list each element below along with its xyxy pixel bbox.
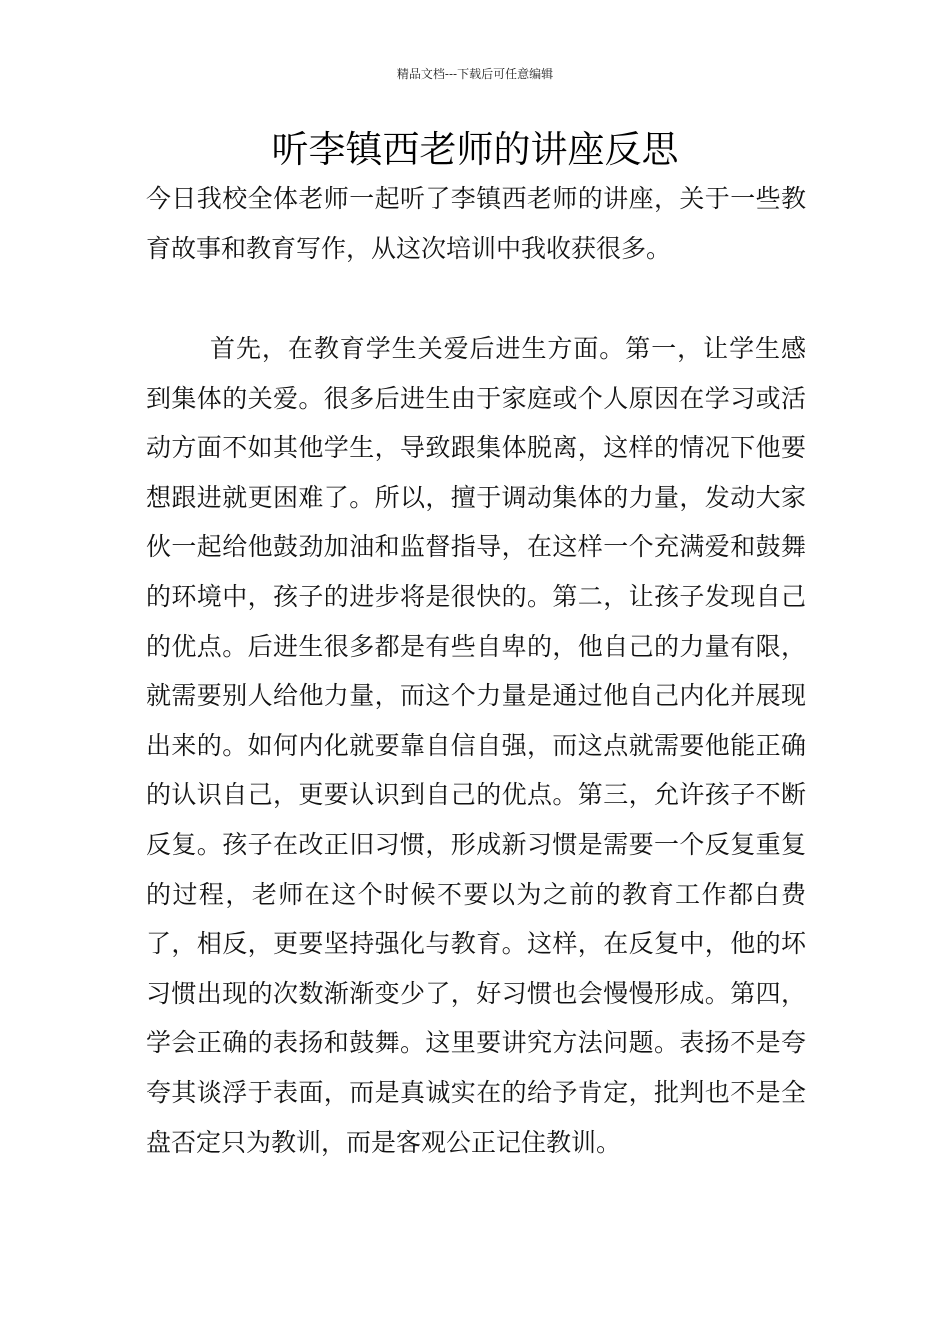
main-paragraph: 首先，在教育学生关爱后进生方面。第一，让学生感到集体的关爱。很多后进生由于家庭或个人原因在学习或活动方面不如其他学生，导致跟集体脱离，这样的情况下他要想跟进就更困难了。所以，擅于调动集体的力量，发动大家伙一起给他鼓劲加油和监督指导，在这样一个充满爱和鼓舞的环境中，孩子的进步将是很快的。第二，让孩子发现自己的优点。后进生很多都是有些自卑的，他自己的力量有限，就需要别人给他力量，而这个力量是通过他自己内化并展现出来的。如何内化就要靠自信自强，而这点就需要他能正确的认识自己，更要认识到自己的优点。第三，允许孩子不断反复。孩子在改正旧习惯，形成新习惯是需要一个反复重复的过程，老师在这个时候不要以为之前的教育工作都白费了，相反，更要坚持强化与教育。这样，在反复中，他的坏习惯出现的次数渐渐变少了，好习惯也会慢慢形成。第四，学会正确的表扬和鼓舞。这里要讲究方法问题。表扬不是夸夸其谈浮于表面，而是真诚实在的给予肯定，批判也不是全盘否定只为教训，而是客观公正记住教训。 (146, 334, 806, 1157)
intro-paragraph: 今日我校全体老师一起听了李镇西老师的讲座，关于一些教育故事和教育写作，从这次培训中我收获很多。 (146, 184, 806, 263)
document-title: 听李镇西老师的讲座反思 (271, 128, 679, 171)
header-note: 精品文档---下载后可任意编辑 (396, 67, 554, 81)
